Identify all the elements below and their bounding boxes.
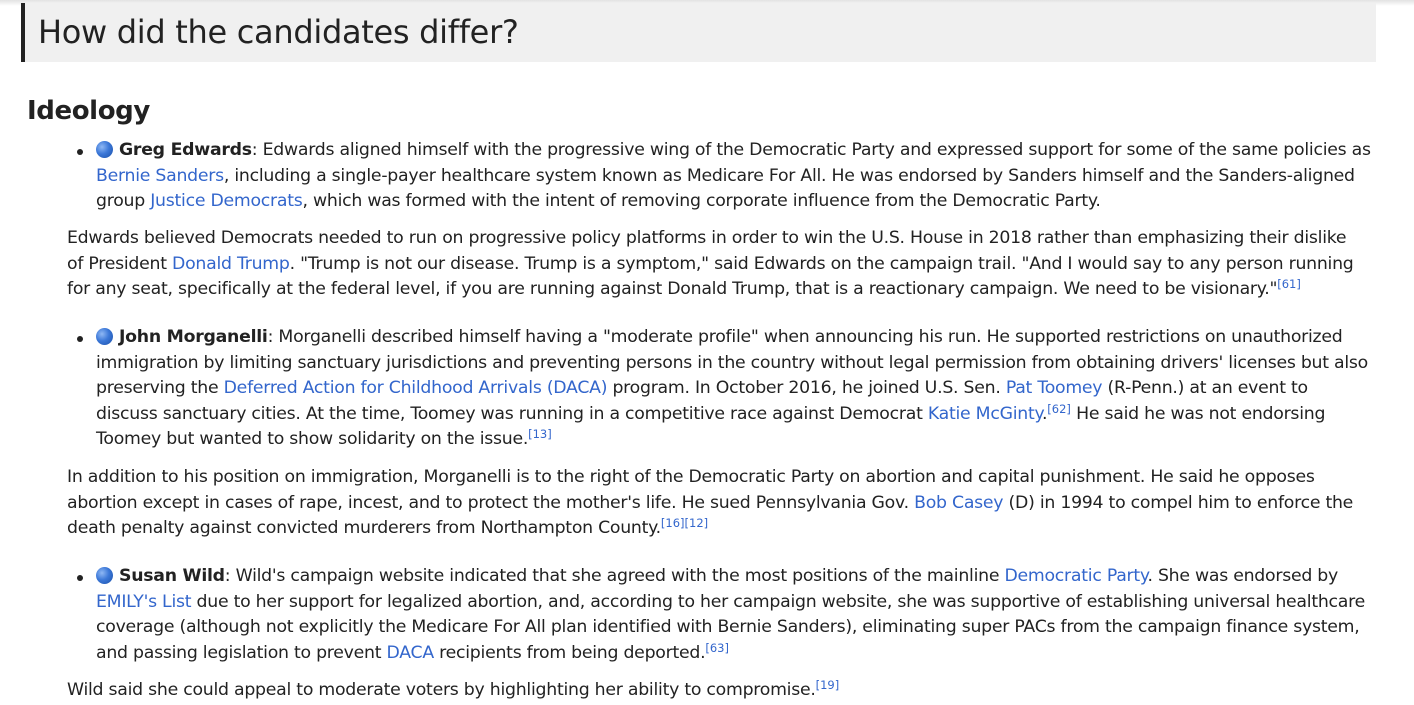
paragraph-morganelli [67,465,1367,542]
text-segment: Wild said she could appeal to moderate voters by highlighting her ability to compromise. [67,680,816,700]
text-segment: (D) in 1994 to compel him to enforce the death penalty against convicted murderers from Northampton County. [67,492,1354,538]
democratic-party-icon [96,567,113,584]
list-item-susan-wild [96,564,1371,666]
bullet-disc [77,149,83,155]
text-segment: In addition to his position on immigration, Morganelli is to the right of the Democratic Party on abortion and capital punishment. He said he opposes abortion except in cases of rape, incest, and to protect the mother's life. He sued Pennsylvania Gov. [67,467,1315,513]
text-segment: : Wild's campaign website indicated that she agreed with the most positions of the mainline [224,566,1005,586]
paragraph-edwards [67,226,1367,303]
democratic-party-icon [96,328,113,345]
text-segment: , including a single-payer healthcare system known as Medicare For All. He was endorsed by Sanders himself and the Sanders-aligned group [96,165,1355,211]
link-bernie-sanders[interactable]: Bernie Sanders [96,165,224,186]
text-segment: recipients from being deported. [433,642,706,663]
link-bob-casey[interactable]: Bob Casey [914,492,1004,513]
text-segment: Edwards believed Democrats needed to run on progressive policy platforms in order to win the U.S. House in 2018 rather than emphasizing their dislike of President [67,228,1347,274]
text-segment: He said he was not endorsing Toomey but wanted to show solidarity on the issue. [96,403,1326,449]
section-title: How did the candidates differ? [38,13,519,51]
link-daca-program[interactable]: Deferred Action for Childhood Arrivals (DACA) [223,378,608,398]
text-segment: . [1042,403,1048,424]
link-democratic-party[interactable]: Democratic Party [1004,566,1148,586]
reference-62[interactable]: [62] [1047,401,1071,416]
section-header [21,3,1376,62]
paragraph-wild [67,678,1367,704]
reference-61[interactable]: [61] [1277,277,1301,291]
bullet-disc [77,575,83,581]
text-segment: (R-Penn.) at an event to discuss sanctuary cities. At the time, Toomey was running in a competitive race against Democrat [96,378,1308,424]
link-katie-mcginty[interactable]: Katie McGinty [927,403,1043,424]
list-item-john-morganelli [96,325,1371,453]
candidate-name: John Morganelli [119,327,268,347]
reference-16[interactable]: [16] [660,516,685,530]
text-segment: due to her support for legalized abortion, and, according to her campaign website, she was supportive of establishing universal healthcare coverage (although not explicitly the Medicare For All plan identified with Bernie Sanders), eliminating super PACs from the campaign finance system, and passing legislation to prevent [96,591,1366,663]
reference-12[interactable]: [12] [684,516,709,530]
text-segment: : Edwards aligned himself with the progressive wing of the Democratic Party and expressed support for some of the same policies as [251,140,1371,160]
link-justice-democrats[interactable]: Justice Democrats [150,191,303,211]
reference-19[interactable]: [19] [815,678,840,692]
text-segment: . She was endorsed by [1147,566,1338,586]
link-donald-trump[interactable]: Donald Trump [172,253,290,274]
candidate-name: Susan Wild [119,566,225,586]
reference-63[interactable]: [63] [705,640,729,655]
text-segment: : Morganelli described himself having a "moderate profile" when announcing his run. He supported restrictions on unauthorized immigration by limiting sanctuary jurisdictions and preventing persons in the country without legal permission from obtaining drivers' licenses but also preserving the [96,327,1368,398]
democratic-party-icon [96,141,113,158]
bullet-disc [77,336,83,342]
candidate-name: Greg Edwards [119,140,252,160]
link-emilys-list[interactable]: EMILY's List [96,591,192,612]
link-pat-toomey[interactable]: Pat Toomey [1005,378,1103,398]
reference-13[interactable]: [13] [528,427,552,441]
text-segment: , which was formed with the intent of removing corporate influence from the Democratic Party. [302,191,1101,211]
text-segment: . "Trump is not our disease. Trump is a symptom," said Edwards on the campaign trail. "And I would say to any person running for any seat, specifically at the federal level, if you are running against Donald Trump, that is a reactionary campaign. We need to be visionary." [67,253,1354,299]
subsection-title: Ideology [27,96,150,126]
text-segment: program. In October 2016, he joined U.S. Sen. [607,378,1006,398]
list-item-greg-edwards [96,138,1371,215]
link-daca[interactable]: DACA [386,642,434,663]
